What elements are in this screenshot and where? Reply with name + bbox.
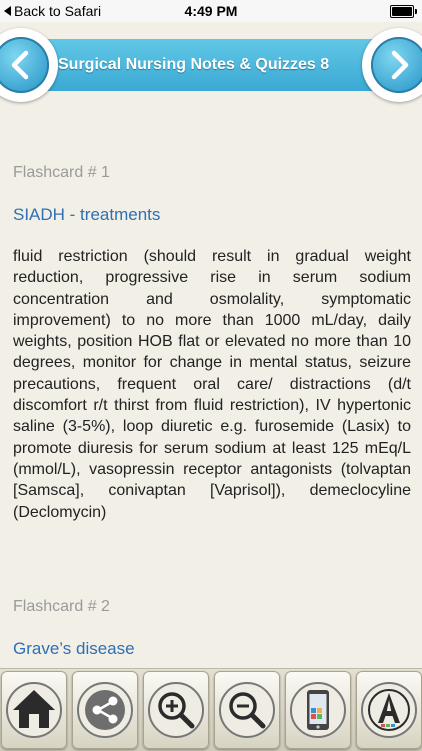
- battery-icon: [390, 5, 414, 18]
- font-button[interactable]: [356, 671, 422, 749]
- zoom-out-button[interactable]: [214, 671, 280, 749]
- home-button[interactable]: [1, 671, 67, 749]
- font-icon: [359, 678, 419, 742]
- flashcard-title: Grave’s disease: [13, 639, 135, 658]
- flashcard-number: Flashcard # 2: [13, 598, 110, 615]
- zoom-out-icon: [217, 678, 277, 742]
- flashcard-text: fluid restriction (should result in gradual weight reduction, progressive rise in serum sodium concentration and osmolality, symptomatic improvement) to no more than 1000 mL/day, daily weights, position HOB flat or elevated no more than 10 degrees, monitor for change in mental status, seizure precautions, frequent oral care/ distractions (d/t discomfort r/t thirst from fluid restriction), IV hypertonic saline (3-5%), loop diuretic e.g. furosemide (Lasix) to promote diuresis for serum sodium at least 125 mEq/L (mmol/L), vasopressin receptor antagonists (tolvaptan [Samsca], conivaptan [Vaprisol]), demeclocyline (Declomycin): [13, 248, 411, 521]
- more-apps-button[interactable]: [285, 671, 351, 749]
- status-bar: [0, 0, 422, 22]
- previous-button[interactable]: [0, 28, 58, 102]
- zoom-in-button[interactable]: [143, 671, 209, 749]
- status-time: 4:49 PM: [184, 3, 238, 19]
- home-icon: [4, 678, 64, 742]
- page-title: Surgical Nursing Notes & Quizzes 8: [58, 56, 330, 73]
- flashcard-title: SIADH - treatments: [13, 205, 161, 224]
- flashcard-content[interactable]: [0, 108, 422, 668]
- bottom-toolbar: [0, 668, 422, 751]
- back-label: Back to Safari: [14, 3, 102, 19]
- zoom-in-icon: [146, 678, 206, 742]
- chevron-left-icon: [0, 28, 58, 102]
- chevron-right-icon: [362, 28, 422, 102]
- next-button[interactable]: [362, 28, 422, 102]
- share-icon: [75, 678, 135, 742]
- flashcard-number: Flashcard # 1: [13, 164, 110, 181]
- app-header: [0, 22, 422, 108]
- share-button[interactable]: [72, 671, 138, 749]
- phone-apps-icon: [288, 678, 348, 742]
